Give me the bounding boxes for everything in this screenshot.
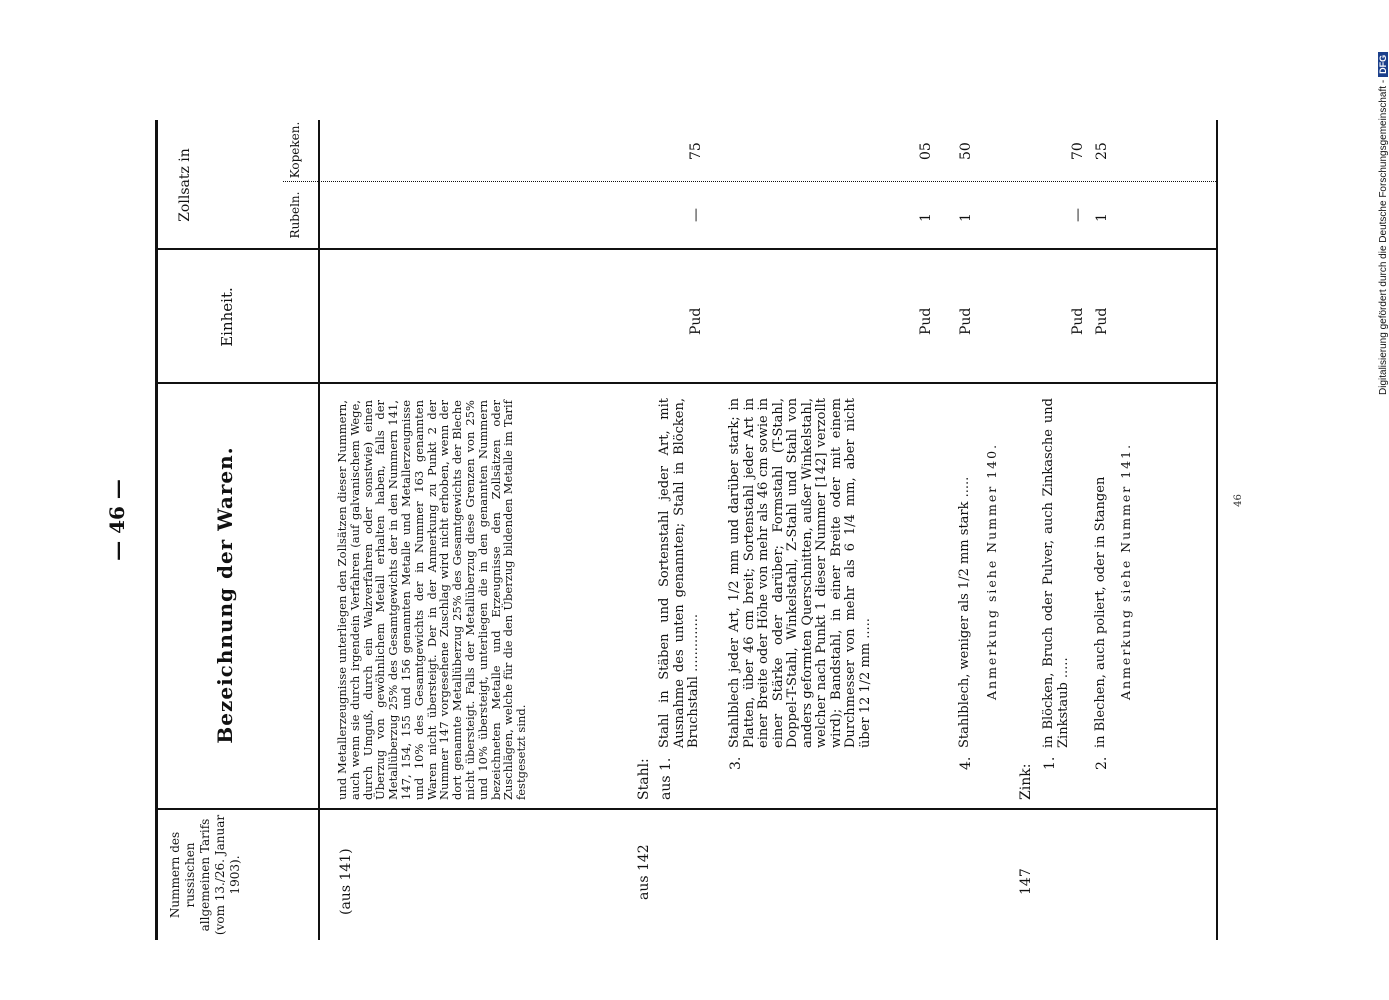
header-rule	[318, 120, 320, 940]
zink-item-1-label: 1.	[1042, 756, 1058, 770]
dfg-logo: DFG	[1378, 52, 1388, 77]
col-divider-2	[158, 382, 1218, 384]
tariff-table	[155, 120, 1218, 940]
item-4-text: Stahlblech, weniger als 1/2 mm stark .....	[957, 476, 972, 748]
header-col4: Zollsatz in	[177, 148, 193, 222]
zink-item-2-unit: Pud	[1094, 307, 1110, 335]
item-1-text: Stahl in Stäben und Sortenstahl jeder Art, mit Ausnahme des unten genannten; Stahl in Blöcken, Bruchstahl ..............	[657, 398, 701, 748]
item-4-note: Anmerkung siehe Nummer 140.	[984, 442, 999, 700]
zink-item-1-text: in Blöcken, Bruch oder Pulver, auch Zinkasche und Zinkstaub .....	[1041, 398, 1071, 748]
header-col1: Nummern des russischen allgemeinen Tarifs (vom 13./26. Januar 1903).	[168, 814, 242, 936]
item-1-unit: Pud	[688, 307, 704, 335]
item-4-unit: Pud	[958, 307, 974, 335]
item-3-kopeken: 05	[918, 142, 934, 160]
item-3-rubel: 1	[918, 213, 934, 222]
row1-text: und Metallerzeugnisse unterliegen den Zollsätzen dieser Nummern, auch wenn sie durch irgendein Verfahren (auf galvanischem Wege, durch Umguß, durch ein Walzverfahren oder sonstwie) einen Überzug von gewöhnlichem Metall erhalten haben, falls der Metallüberzug 25% des Gesamtgewichts der in den Nummern 141, 147, 154, 155 und 156 genannten Metalle und Metallerzeugnisse und 10% des Gesamtgewichts der in Nummer 163 genannten Waren nicht übersteigt. Der in der Anmerkung zu Punkt 2 der Nummer 147 vorgesehene Zuschlag wird nicht erhoben, wenn der dort genannte Metallüberzug 25% des Gesamtgewichts der Bleche nicht übersteigt. Falls der Metallüberzug diese Grenzen von 25% und 10% übersteigt, unterliegen die in den genannten Nummern bezeichneten Metalle und Erzeugnisse den Zollsätzen oder Zuschlägen, welche für die den Überzug bildenden Metalle im Tarif festgesetzt sind.	[335, 400, 529, 800]
digitization-credit	[1378, 52, 1389, 395]
rotated-page	[105, 120, 1215, 940]
col-divider-1	[158, 808, 1218, 810]
item-1-label: aus 1.	[658, 757, 674, 800]
footer-page-number: 46	[1232, 494, 1244, 507]
header-col2: Bezeichnung der Waren.	[213, 446, 237, 744]
item-1-kopeken: 75	[688, 142, 704, 160]
item-3-text: Stahlblech jeder Art, 1/2 mm und darüber stark; in Platten, über 46 cm breit; Sortenstahl jeder Art in einer Breite oder Höhe von mehr als 46 cm sowie in einer Stärke oder darüber; Formstahl (T-Stahl, Doppel-T-Stahl, Winkelstahl, Z-Stahl und Stahl von anders geformten Querschnitten, außer Winkelstahl, welcher nach Punkt 1 dieser Nummer [142] verzollt wird); Bandstahl, in einer Breite oder mit einem Durchmesser von mehr als 6 1/4 mm, aber nicht über 12 1/2 mm .....	[727, 398, 873, 748]
row1-number: (aus 141)	[338, 848, 354, 915]
row2-heading: Stahl:	[636, 758, 652, 800]
row3-number: 147	[1018, 868, 1034, 895]
page-number: — 46 —	[105, 479, 129, 561]
col-divider-3	[158, 248, 1218, 250]
item-3-unit: Pud	[918, 307, 934, 335]
table-bottom-rule	[1216, 120, 1218, 940]
zink-item-1-rubel: —	[1070, 208, 1086, 222]
item-4-kopeken: 50	[958, 142, 974, 160]
item-4-label: 4.	[958, 756, 974, 770]
header-col4-kopeken: Kopeken.	[288, 121, 302, 179]
row2-number: aus 142	[636, 844, 652, 900]
zink-item-2-note: Anmerkung siehe Nummer 141.	[1118, 442, 1133, 700]
credit-text: Digitalisierung gefördert durch die Deutsche Forschungsgemeinschaft -	[1378, 79, 1389, 395]
zink-item-2-label: 2.	[1094, 756, 1110, 770]
header-col4-rubel: Rubeln.	[288, 191, 302, 239]
item-3-label: 3.	[728, 756, 744, 770]
item-4-rubel: 1	[958, 213, 974, 222]
header-col3: Einheit.	[218, 287, 236, 347]
zink-item-2-kopeken: 25	[1094, 142, 1110, 160]
zink-item-2-rubel: 1	[1094, 213, 1110, 222]
item-1-rubel: —	[688, 208, 704, 222]
col-divider-4	[283, 181, 1218, 182]
row3-heading: Zink:	[1018, 763, 1034, 800]
zink-item-2-text: in Blechen, auch poliert, oder in Stangen	[1093, 476, 1108, 748]
zink-item-1-kopeken: 70	[1070, 142, 1086, 160]
zink-item-1-unit: Pud	[1070, 307, 1086, 335]
